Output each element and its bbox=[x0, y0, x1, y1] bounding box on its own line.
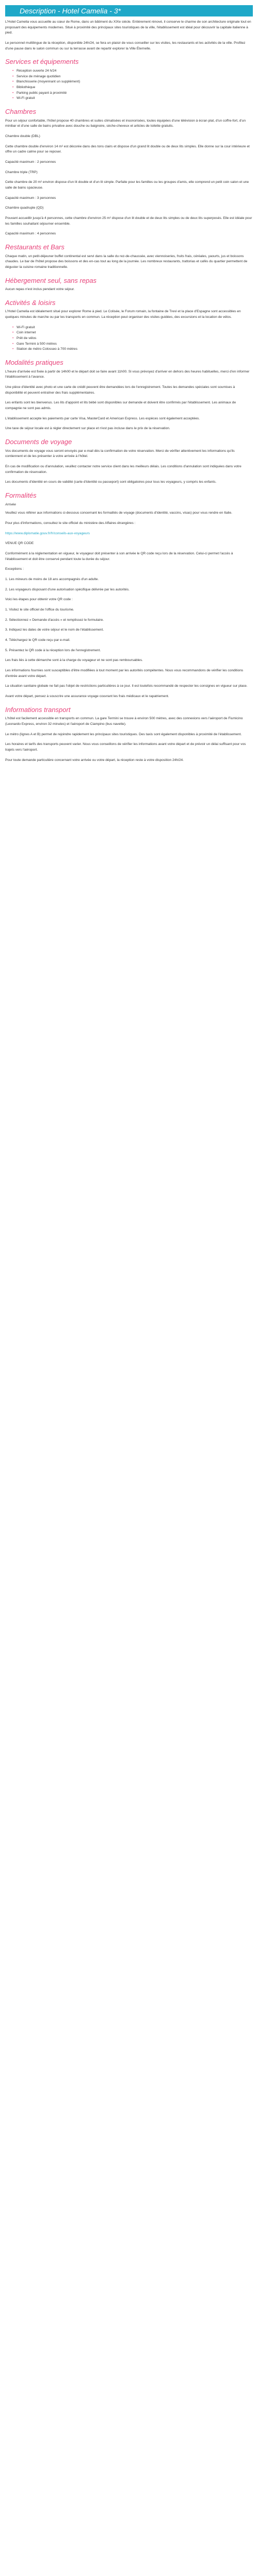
formalities-paragraph: 4. Téléchargez le QR code reçu par e-mail. bbox=[5, 638, 70, 642]
restaurants-heading: Restaurants et Bars bbox=[5, 243, 64, 251]
formalities-subheading: Arrivée bbox=[5, 502, 16, 506]
formalities-link[interactable]: https://www.diplomatie.gouv.fr/fr/conseils-aux-voyageurs bbox=[5, 531, 90, 535]
list-item: • Gare Termini à 500 mètres bbox=[12, 342, 253, 347]
formalities-paragraph: La situation sanitaire globale ne fait pas l'objet de restrictions particulières à ce jour. Il est toutefois recommandé de respecter les consignes en vigueur sur place. bbox=[5, 684, 248, 688]
formalities-paragraph: Les informations fournies sont susceptibles d'être modifiées à tout moment par les autorités compétentes. Nous vous recommandons de vérifier les conditions d'entrée avant votre départ. bbox=[5, 669, 244, 678]
room-type-description: Cette chambre de 20 m² environ dispose d'un lit double et d'un lit simple. Parfaite pour les familles ou les groupes d'amis, elle comprend un petit coin salon et une salle de bains spacieuse. bbox=[5, 180, 249, 190]
list-item: • Coin internet bbox=[12, 330, 253, 336]
formalities-paragraph: Avant votre départ, pensez à souscrire une assurance voyage couvrant les frais médicaux et le rapatriement. bbox=[5, 694, 169, 699]
list-item: • Wi-Fi gratuit bbox=[12, 96, 253, 101]
room-type-description: Pouvant accueillir jusqu'à 4 personnes, cette chambre d'environ 25 m² dispose d'un lit double et de deux lits simples ou de deux lits superposés. Elle est idéale pour les familles souhaitant séjourner ensemble. bbox=[5, 216, 252, 226]
room-type-capacity: Capacité maximum : 2 personnes bbox=[5, 160, 56, 164]
formalities-paragraph: Pour plus d'informations, consultez le site officiel du ministère des Affaires étrangères : bbox=[5, 521, 136, 526]
list-item: • Parking public payant à proximité bbox=[12, 91, 253, 96]
terms-paragraph: Une pièce d'identité avec photo et une carte de crédit peuvent être demandées lors de l'enregistrement. Toutes les demandes spéciales sont soumises à disponibilité et peuvent entraîner des frais supplémentaires. bbox=[5, 385, 235, 395]
formalities-paragraph: 1. Les mineurs de moins de 18 ans accompagnés d'un adulte. bbox=[5, 578, 99, 582]
transport-paragraph: Pour toute demande particulière concernant votre arrivée ou votre départ, la réception reste à votre disposition 24h/24. bbox=[5, 758, 184, 762]
documents-paragraph: En cas de modification ou d'annulation, veuillez contacter notre service client dans les meilleurs délais. Les conditions d'annulation sont indiquées dans votre confirmation de réservation. bbox=[5, 465, 241, 474]
formalities-paragraph: 1. Visitez le site officiel de l'office du tourisme. bbox=[5, 608, 74, 612]
transport-paragraph: Les horaires et tarifs des transports peuvent varier. Nous vous conseillons de vérifier les informations avant votre départ et de prévoir un délai suffisant pour vos trajets vers l'aéroport. bbox=[5, 742, 246, 752]
list-item: • Blanchisserie (moyennant un supplément) bbox=[12, 79, 253, 85]
services-list bbox=[5, 69, 253, 101]
services-heading: Services et équipements bbox=[5, 58, 79, 66]
room-type-description: Cette chambre double d'environ 14 m² est décorée dans des tons clairs et dispose d'un grand lit double ou de deux lits simples. Elle donne sur la cour intérieure et offre un cadre calme pour se reposer. bbox=[5, 144, 250, 154]
formalities-paragraph: Exceptions : bbox=[5, 567, 24, 571]
activities-text: L'Hotel Camelia est idéalement situé pour explorer Rome à pied. Le Colisée, le Forum romain, la fontaine de Trevi et la place d'Espagne sont accessibles en quelques minutes de marche ou par les transports en commun. La réception peut organiser des visites guidées, des excursions et la location de vélos. bbox=[5, 310, 241, 319]
formalities-paragraph: Voici les étapes pour obtenir votre QR code : bbox=[5, 598, 73, 602]
formalities-paragraph: Conformément à la réglementation en vigueur, le voyageur doit présenter à son arrivée le QR code reçu lors de la réservation. Celui-ci permet l'accès à l'établissement et doit être conservé pendant toute la durée du séjour. bbox=[5, 552, 233, 561]
list-item: • Réception ouverte 24 h/24 bbox=[12, 69, 253, 74]
transport-heading: Informations transport bbox=[5, 705, 71, 714]
formalities-paragraph: 2. Sélectionnez « Demande d'accès » et remplissez le formulaire. bbox=[5, 618, 104, 622]
formalities-paragraph: 3. Indiquez les dates de votre séjour et le nom de l'établissement. bbox=[5, 628, 104, 632]
documents-paragraph: Les documents d'identité en cours de validité (carte d'identité ou passeport) sont obligatoires pour tous les voyageurs, y compris les enfants. bbox=[5, 480, 217, 484]
accommodation-heading: Hébergement seul, sans repas bbox=[5, 276, 97, 284]
formalities-paragraph: VENUE QR CODE bbox=[5, 541, 34, 546]
room-type-capacity: Capacité maximum : 3 personnes bbox=[5, 196, 56, 200]
formalities-paragraph: Les frais liés à cette démarche sont à la charge du voyageur et ne sont pas remboursables. bbox=[5, 658, 143, 663]
list-item: • Wi-Fi gratuit bbox=[12, 325, 253, 331]
formalities-paragraph: Veuillez vous référer aux informations ci-dessous concernant les formalités de voyage (documents d'identité, vaccins, visas) pour vous rendre en Italie. bbox=[5, 511, 232, 515]
terms-paragraph: Les enfants sont les bienvenus. Les lits d'appoint et lits bébé sont disponibles sur demande et doivent être confirmés par l'établissement. Les animaux de compagnie ne sont pas admis. bbox=[5, 401, 236, 411]
room-type-name: Chambre double (DBL) bbox=[5, 134, 40, 138]
room-type-name: Chambre triple (TRP) bbox=[5, 170, 38, 174]
terms-paragraph: L'établissement accepte les paiements par carte Visa, MasterCard et American Express. Les espèces sont également acceptées. bbox=[5, 416, 200, 420]
room-type-name: Chambre quadruple (QD) bbox=[5, 206, 44, 210]
description-content bbox=[0, 16, 258, 763]
list-item: • Station de métro Colosseo à 700 mètres bbox=[12, 347, 253, 352]
terms-paragraph: Une taxe de séjour locale est à régler directement sur place et n'est pas incluse dans le prix de la réservation. bbox=[5, 427, 170, 431]
transport-paragraph: Le métro (lignes A et B) permet de rejoindre rapidement les principaux sites touristiques. Des taxis sont également disponibles à proximité de l'établissement. bbox=[5, 732, 242, 736]
formalities-heading: Formalités bbox=[5, 492, 37, 500]
list-item: • Bibliothèque bbox=[12, 85, 253, 91]
terms-paragraph: L'heure d'arrivée est fixée à partir de 14h00 et le départ doit se faire avant 11h00. Si vous prévoyez d'arriver en dehors des heures habituelles, merci d'en informer l'établissement à l'avance. bbox=[5, 369, 250, 379]
formalities-paragraph: 5. Présentez le QR code à la réception lors de l'enregistrement. bbox=[5, 648, 101, 652]
rooms-heading: Chambres bbox=[5, 107, 36, 115]
rooms-intro: Pour un séjour confortable, l'hôtel propose 40 chambres et suites climatisées et insonorisées, toutes équipées d'une télévision à écran plat, d'un coffre-fort, d'un minibar et d'une salle de bains privative avec douche ou baignoire, sèche-cheveux et articles de toilette gratuits. bbox=[5, 118, 246, 128]
documents-heading: Documents de voyage bbox=[5, 438, 72, 446]
activities-list bbox=[5, 325, 253, 352]
formalities-paragraph: 2. Les voyageurs disposant d'une autorisation spécifique délivrée par les autorités. bbox=[5, 587, 130, 591]
list-item: • Prêt de vélos bbox=[12, 336, 253, 342]
accommodation-text: Aucun repas n'est inclus pendant votre séjour. bbox=[5, 287, 75, 292]
documents-paragraph: Vos documents de voyage vous seront envoyés par e-mail dès la confirmation de votre réservation. Merci de vérifier attentivement les informations qu'ils contiennent et de les présenter à votre arrivée à l'hôtel. bbox=[5, 449, 235, 459]
intro-paragraph-2: Le personnel multilingue de la réception, disponible 24h/24, se fera un plaisir de vous conseiller sur les visites, les restaurants et les activités de la ville. Profitez d'une pause dans le salon commun ou sur la terrasse avant de repartir explorer la Ville Éternelle. bbox=[5, 41, 246, 50]
restaurants-text: Chaque matin, un petit-déjeuner buffet continental est servi dans la salle du rez-de-chaussée, avec viennoiseries, fruits frais, céréales, yaourts, jus et boissons chaudes. Le bar de l'hôtel propose des boissons et des en-cas tout au long de la journée. Les nombreux restaurants, trattorias et cafés du quartier permettent de déguster la cuisine romaine traditionnelle. bbox=[5, 254, 248, 269]
room-type-capacity: Capacité maximum : 4 personnes bbox=[5, 232, 56, 236]
terms-heading: Modalités pratiques bbox=[5, 359, 63, 367]
list-item: • Service de ménage quotidien bbox=[12, 74, 253, 80]
transport-paragraph: L'hôtel est facilement accessible en transports en commun. La gare Termini se trouve à environ 500 mètres, avec des connexions vers l'aéroport de Fiumicino (Leonardo Express, environ 32 minutes) et l'aéroport de Ciampino (bus navette). bbox=[5, 717, 243, 726]
intro-paragraph-1: L'Hotel Camelia vous accueille au cœur de Rome, dans un bâtiment du XIXe siècle. Entièrement rénové, il conserve le charme de son architecture originale tout en proposant des équipements modernes. Situé à proximité des principaux sites touristiques de la ville, l'établissement est idéal pour découvrir la capitale italienne à pied. bbox=[5, 20, 251, 35]
page-title: Description - Hotel Camelia - 3* bbox=[20, 6, 121, 15]
activities-heading: Activités & loisirs bbox=[5, 298, 56, 307]
page-header-banner bbox=[5, 5, 253, 16]
